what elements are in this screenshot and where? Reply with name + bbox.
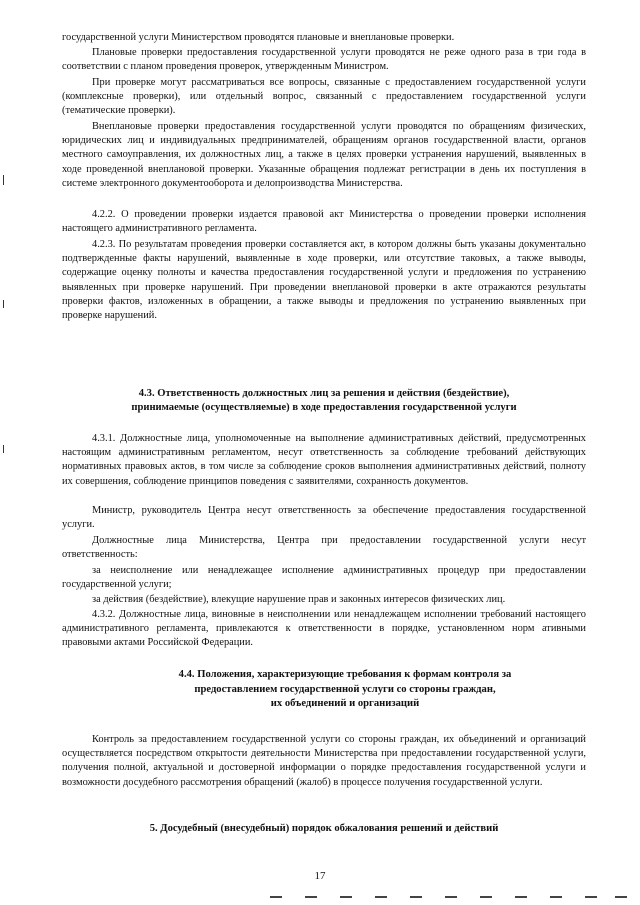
scan-edge-artifact <box>480 896 492 898</box>
paragraph-unscheduled-checks: Внеплановые проверки предоставления государственной услуги проводятся по обращениям физических, юридических лиц и индивидуальных предпринимателей, обращениям органов государственной власти, органов местного самоуправления, их должностных лиц, а также в целях проверки устранения нарушений, выявленных в ходе проведенной внеплановой проверки. Указанные обращения подлежат регистрации в день их поступления в системе электронного документооборота и делопроизводства Министерства. <box>62 121 586 189</box>
scan-edge-artifact <box>375 896 387 898</box>
paragraph-intro-tail: государственной услуги Министерством проводятся плановые и внеплановые проверки. <box>62 32 455 43</box>
heading-section-5: 5. Досудебный (внесудебный) порядок обжалования решений и действий <box>149 823 499 834</box>
scan-edge-artifact <box>305 896 317 898</box>
paragraph-officials-responsibility: Должностные лица Министерства, Центра при предоставлении государственной услуги несут ответственность: <box>62 535 586 561</box>
paragraph-citizen-control: Контроль за предоставлением государственной услуги со стороны граждан, их объединений и организаций осуществляется посредством открытости деятельности Министерства при предоставлении государственной услуги, получения полной, актуальной и достоверной информации о порядке предоставления государственной услуги и возможности досудебного рассмотрения обращений (жалоб) в процессе получения государственной услуги. <box>62 734 586 788</box>
scan-edge-artifact <box>445 896 457 898</box>
scan-margin-mark <box>3 175 4 185</box>
scan-edge-artifact <box>270 896 282 898</box>
scan-edge-artifact <box>615 896 627 898</box>
paragraph-nonperformance: за неисполнение или ненадлежащее исполнение административных процедур при предоставлении государственной услуги; <box>62 565 586 591</box>
paragraph-planned-checks: Плановые проверки предоставления государственной услуги проводятся не реже одного раза в три года в соответствии с планом проведения проверок, утвержденным Министром. <box>62 47 586 73</box>
scan-edge-artifact <box>410 896 422 898</box>
paragraph-4-2-3: 4.2.3. По результатам проведения проверки составляется акт, в котором должны быть указаны документально подтвержденные факты нарушений, выявленные в ходе проверки, или отсутствие таковых, а также выводы, содержащие оценку полноты и качества предоставления государственной услуги и предложения по устранению выявленных при проверке нарушений. При проведении внеплановой проверки в акте отражаются результаты проверки фактов, изложенных в обращении, а также выводы и предложения по устранению выявленных при проверке нарушений. <box>62 239 586 322</box>
heading-4-3-line1: 4.3. Ответственность должностных лиц за решения и действия (бездействие), <box>138 388 510 399</box>
scan-edge-artifact <box>340 896 352 898</box>
paragraph-check-questions: При проверке могут рассматриваться все вопросы, связанные с предоставлением государственной услуги (комплексные проверки), или отдельный вопрос, связанный с предоставлением государственной услуги (тематические проверки). <box>62 77 586 117</box>
scan-edge-artifact <box>550 896 562 898</box>
heading-4-4-line2: предоставлением государственной услуги со стороны граждан, <box>194 684 496 695</box>
paragraph-4-3-2: 4.3.2. Должностные лица, виновные в неисполнении или ненадлежащем исполнении требований настоящего административного регламента, привлекаются к ответственности в порядке, установленном норм ативными правовыми актами Российской Федерации. <box>62 609 586 649</box>
scan-edge-artifact <box>515 896 527 898</box>
heading-4-3-line2: принимаемые (осуществляемые) в ходе предоставления государственной услуги <box>131 402 517 413</box>
scan-edge-artifact <box>585 896 597 898</box>
paragraph-4-2-2: 4.2.2. О проведении проверки издается правовой акт Министерства о проведении проверки исполнения настоящего административного регламента. <box>62 209 586 235</box>
scan-margin-mark <box>3 445 4 453</box>
paragraph-minister-responsibility: Министр, руководитель Центра несут ответственность за обеспечение предоставления государственной услуги. <box>62 505 586 531</box>
paragraph-actions-inaction: за действия (бездействие), влекущие нарушение прав и законных интересов физических лиц. <box>92 594 506 605</box>
heading-4-4-line1: 4.4. Положения, характеризующие требования к формам контроля за <box>178 669 512 680</box>
heading-4-4-line3: их объединений и организаций <box>270 698 420 709</box>
page-number: 17 <box>314 870 326 882</box>
scan-margin-mark <box>3 300 4 308</box>
paragraph-4-3-1: 4.3.1. Должностные лица, уполномоченные на выполнение административных действий, предусмотренных настоящим административным регламентом, несут ответственность за соблюдение требований действующих нормативных правовых актов, в том числе за соблюдение сроков выполнения административных действий, полноту их совершения, соблюдение принципов поведения с заявителями, сохранность документов. <box>62 433 586 487</box>
